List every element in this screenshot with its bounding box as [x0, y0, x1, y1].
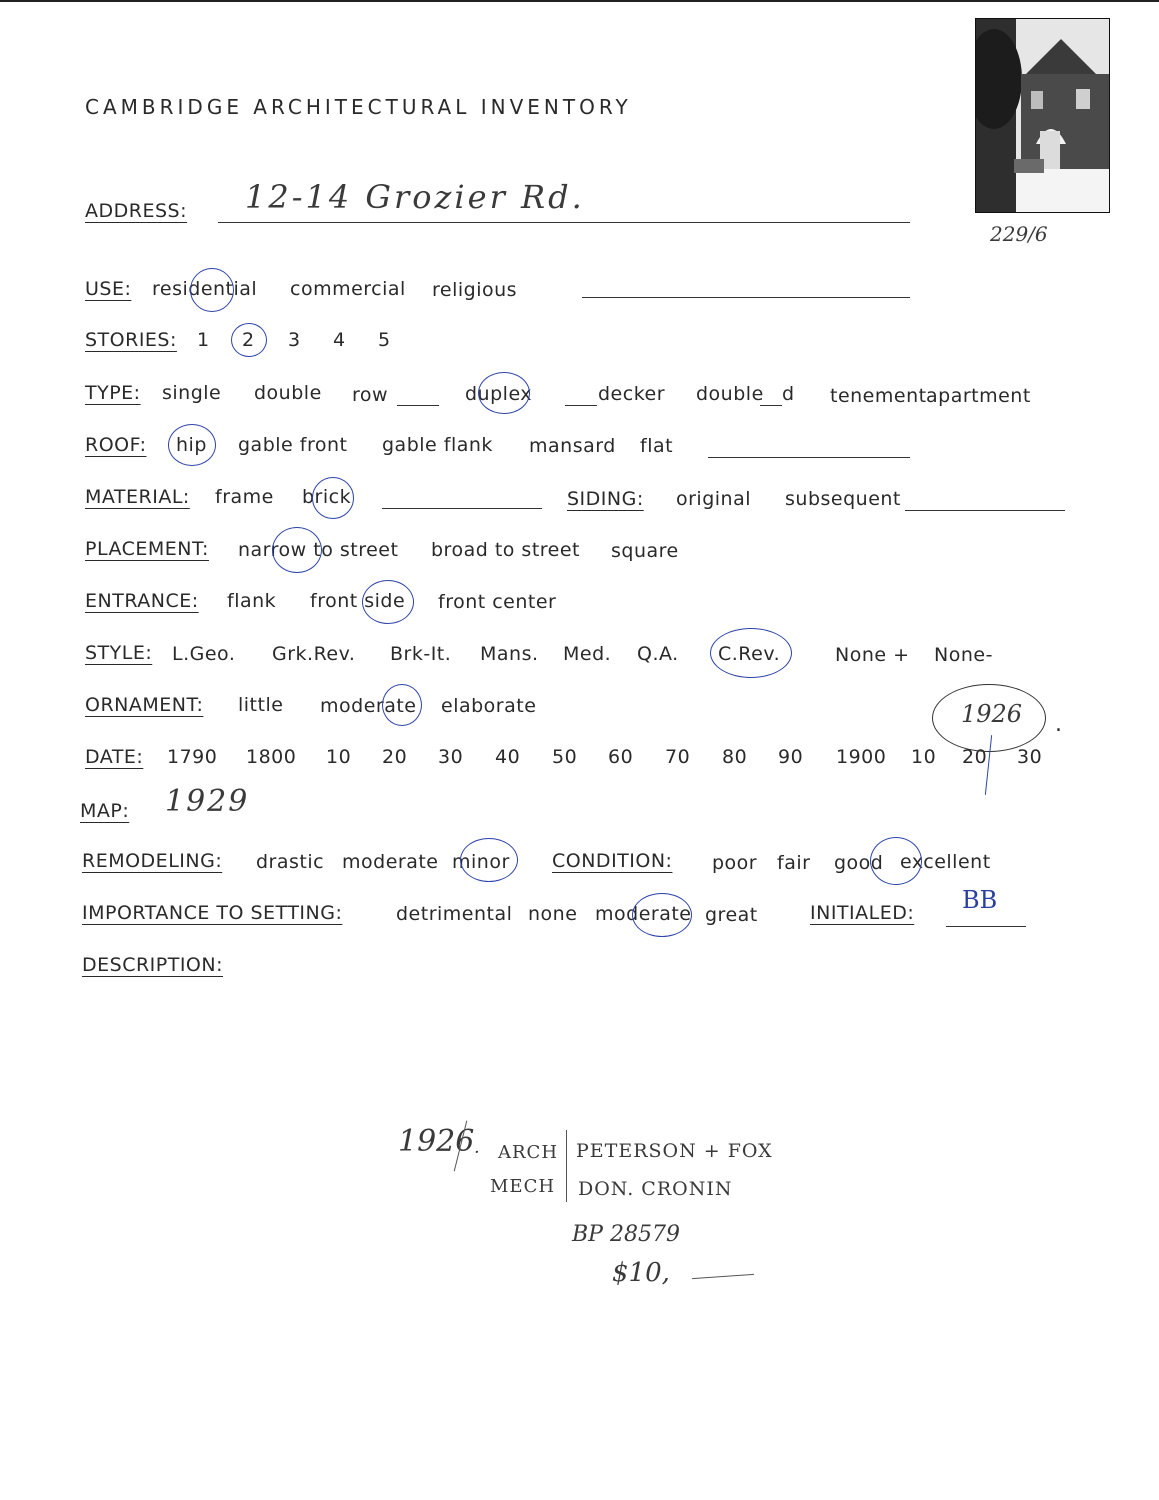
address-label: ADDRESS:: [85, 200, 187, 222]
remodeling-minor: minor: [452, 851, 510, 873]
date-40: 40: [495, 746, 521, 768]
style-mans: Mans.: [480, 643, 539, 665]
material-selection-circle: [312, 477, 354, 519]
condition-good: good: [834, 852, 884, 874]
date-1900: 1900: [836, 746, 887, 768]
roof-flat: flat: [640, 435, 674, 457]
siding-subsequent: subsequent: [785, 488, 901, 510]
stories-label: STORIES:: [85, 329, 177, 351]
condition-label: CONDITION:: [552, 850, 673, 872]
date-30: 30: [438, 746, 464, 768]
date-label: DATE:: [85, 746, 144, 768]
initialed-value: BB: [962, 886, 998, 914]
map-value: 1929: [165, 784, 250, 819]
importance-moderate: moderate: [595, 903, 692, 925]
style-crev: C.Rev.: [718, 643, 781, 665]
style-lgeo: L.Geo.: [172, 643, 236, 665]
ornament-elaborate: elaborate: [441, 695, 537, 717]
address-underline: [218, 222, 910, 223]
notes-dot: ·: [474, 1142, 480, 1163]
style-grkrev: Grk.Rev.: [272, 643, 356, 665]
siding-blank-line: [905, 510, 1065, 511]
photo-number: 229/6: [990, 222, 1048, 246]
ornament-label: ORNAMENT:: [85, 694, 204, 716]
date-90: 90: [778, 746, 804, 768]
date-20: 20: [382, 746, 408, 768]
stories-5: 5: [378, 329, 391, 351]
importance-selection-circle: [632, 893, 692, 937]
date-60: 60: [608, 746, 634, 768]
date-handwritten-1926: 1926: [961, 700, 1023, 728]
ornament-little: little: [238, 694, 284, 716]
type-d: d: [782, 383, 795, 405]
use-selection-circle: [190, 268, 234, 312]
type-tenement: tenement: [830, 385, 927, 407]
placement-label: PLACEMENT:: [85, 538, 209, 560]
notes-cost-dash: [692, 1274, 754, 1279]
notes-divider: [566, 1130, 567, 1202]
form-title: CAMBRIDGE ARCHITECTURAL INVENTORY: [85, 95, 632, 119]
initialed-label: INITIALED:: [810, 902, 915, 924]
type-double-d: double: [696, 383, 764, 405]
address-value: 12-14 Grozier Rd.: [245, 178, 585, 216]
remodeling-moderate: moderate: [342, 851, 439, 873]
style-none-minus: None-: [934, 644, 993, 666]
style-none-plus: None +: [835, 644, 910, 666]
notes-year: 1926: [398, 1124, 475, 1159]
placement-selection-circle: [272, 527, 322, 573]
date-70: 70: [665, 746, 691, 768]
ornament-selection-circle: [382, 684, 422, 726]
house-photo: [975, 18, 1110, 213]
date-1790: 1790: [167, 746, 218, 768]
placement-square: square: [611, 540, 679, 562]
date-1930: 30: [1017, 746, 1043, 768]
type-row: row: [352, 384, 389, 406]
condition-poor: poor: [712, 852, 758, 874]
entrance-front-side: front side: [310, 590, 406, 612]
roof-gable-flank: gable flank: [382, 434, 493, 456]
roof-gable-front: gable front: [238, 434, 348, 456]
type-single: single: [162, 382, 222, 404]
placement-narrow: narrow to street: [238, 539, 399, 561]
roof-mansard: mansard: [529, 435, 616, 457]
roof-selection-circle: [168, 424, 216, 466]
type-label: TYPE:: [85, 382, 141, 404]
map-label: MAP:: [80, 800, 130, 822]
stories-3: 3: [288, 329, 301, 351]
condition-excellent: excellent: [900, 851, 991, 873]
type-apartment: apartment: [926, 385, 1031, 407]
type-selection-circle: [478, 372, 530, 414]
style-label: STYLE:: [85, 642, 153, 664]
style-med: Med.: [563, 643, 612, 665]
date-50: 50: [552, 746, 578, 768]
ornament-moderate: moderate: [320, 695, 417, 717]
stories-selection-circle: [231, 323, 267, 357]
importance-great: great: [705, 904, 758, 926]
importance-detrimental: detrimental: [396, 903, 513, 925]
siding-label: SIDING:: [567, 488, 644, 510]
entrance-front-center: front center: [438, 591, 557, 613]
use-commercial: commercial: [290, 278, 406, 300]
style-brkit: Brk-It.: [390, 643, 452, 665]
notes-cost: $10,: [612, 1258, 670, 1288]
style-qa: Q.A.: [637, 643, 679, 665]
entrance-label: ENTRANCE:: [85, 590, 199, 612]
use-residential: residential: [152, 278, 258, 300]
material-label: MATERIAL:: [85, 486, 190, 508]
siding-original: original: [676, 488, 752, 510]
material-frame: frame: [215, 486, 274, 508]
type-decker: decker: [598, 383, 666, 405]
date-1800: 1800: [246, 746, 297, 768]
date-80: 80: [722, 746, 748, 768]
notes-permit: BP 28579: [572, 1222, 680, 1247]
type-row-blank: [397, 405, 439, 406]
type-decker-blank: [565, 405, 597, 406]
type-double: double: [254, 382, 322, 404]
stories-4: 4: [333, 329, 346, 351]
roof-label: ROOF:: [85, 434, 147, 456]
entrance-flank: flank: [227, 590, 277, 612]
material-blank-line: [382, 508, 542, 509]
importance-none: none: [528, 903, 578, 925]
description-label: DESCRIPTION:: [82, 954, 224, 976]
date-period-mark: .: [1055, 712, 1062, 737]
notes-mech-value: DON. CRONIN: [578, 1178, 733, 1200]
notes-arch-label: ARCH: [498, 1142, 559, 1163]
date-1920: 20: [962, 746, 988, 768]
type-double-d-blank: [760, 405, 782, 406]
remodeling-selection-circle: [460, 838, 518, 882]
type-duplex: duplex: [465, 383, 533, 405]
notes-mech-label: MECH: [490, 1176, 556, 1197]
date-1910: 10: [911, 746, 937, 768]
roof-blank-line: [708, 457, 910, 458]
style-selection-circle: [710, 628, 792, 678]
stories-1: 1: [197, 329, 210, 351]
use-blank-line: [582, 297, 910, 298]
use-religious: religious: [432, 279, 518, 301]
remodeling-label: REMODELING:: [82, 850, 223, 872]
entrance-selection-circle: [362, 580, 414, 624]
date-10: 10: [326, 746, 352, 768]
material-brick: brick: [302, 486, 352, 508]
importance-label: IMPORTANCE TO SETTING:: [82, 902, 343, 924]
remodeling-drastic: drastic: [256, 851, 325, 873]
placement-broad: broad to street: [431, 539, 581, 561]
roof-hip: hip: [176, 434, 207, 456]
condition-fair: fair: [777, 852, 811, 874]
initialed-underline: [946, 926, 1026, 927]
use-label: USE:: [85, 278, 132, 300]
condition-selection-circle: [870, 837, 922, 885]
stories-2: 2: [242, 329, 255, 351]
notes-arch-value: PETERSON + FOX: [576, 1140, 773, 1162]
page-top-border: [0, 0, 1159, 2]
